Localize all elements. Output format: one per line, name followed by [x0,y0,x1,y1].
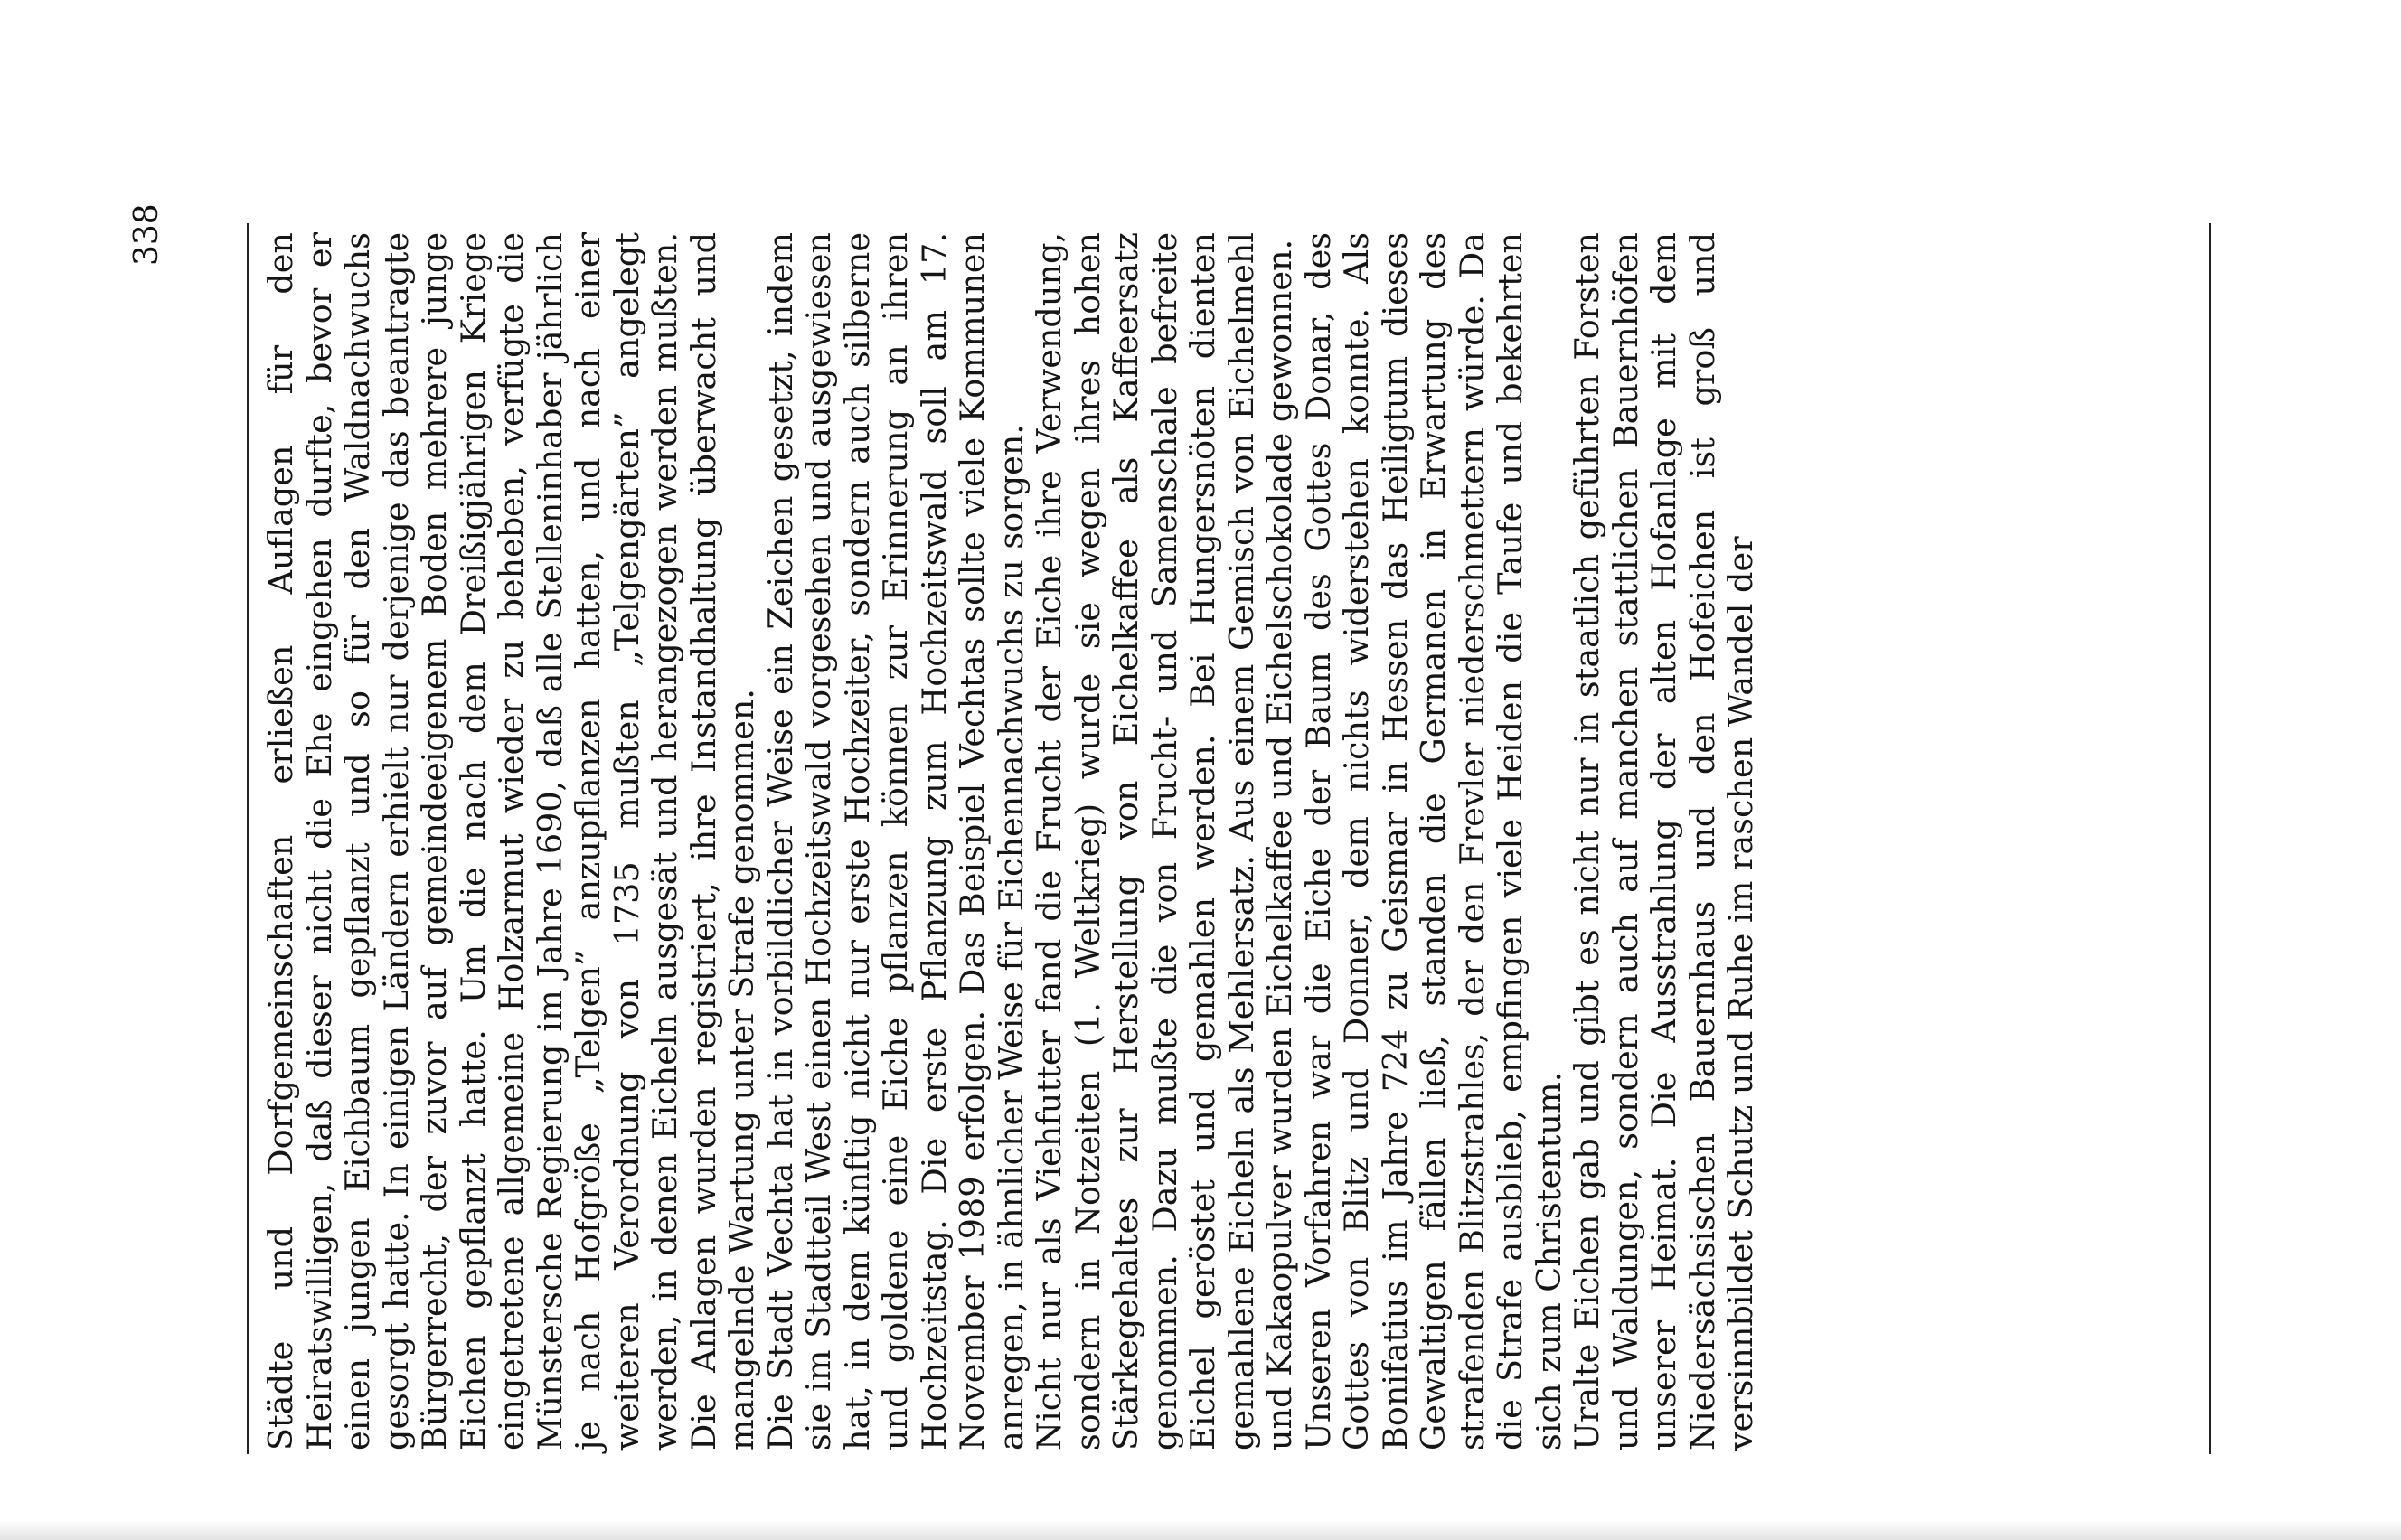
bottom-rule [247,223,249,1454]
paragraph-3: Nicht nur als Viehfutter fand die Frucht der Eiche ihre Verwendung, sondern in Notzeiten (1. Weltkrieg) wurde sie wegen ihres hohen Stärkegehaltes zur Herstellung von Eichelkaffee als Kaffeersatz genommen. Dazu mußte die von Frucht- und Samenschale befreite Eichel geröstet und gemahlen werden. Bei Hungersnöten dienten gemahlene Eicheln als Mehlersatz. Aus einem Gemisch von Eichelmehl und Kakaopulver wurden Eichelkaffee und Eichelschokolade gewonnen. [1030,232,1299,1451]
rotated-page [128,0,2401,1540]
paragraph-1: Städte und Dorfgemeinschaften erließen Auflagen für den Heiratswilligen, daß dieser nicht die Ehe eingehen durfte, bevor er einen jungen Eichbaum gepflanzt und so für den Waldnachwuchs gesorgt hatte. In einigen Ländern erhielt nur derjenige das beantragte Bürgerrecht, der zuvor auf gemeindeeigenem Boden mehrere junge Eichen gepflanzt hatte. Um die nach dem Dreißigjährigen Kriege eingetretene allgemeine Holzarmut wieder zu beheben, verfügte die Münstersche Regierung im Jahre 1690, daß alle Stelleninhaber jährlich je nach Hofgröße „Telgen” anzupflanzen hatten, und nach einer weiteren Verordnung von 1735 mußten „Telgengärten” angelegt werden, in denen Eicheln ausgesät und herangezogen werden mußten. Die Anlagen wurden registriert, ihre Instandhaltung überwacht und mangelnde Wartung unter Strafe genommen. [261,232,761,1451]
top-rule [2209,223,2211,1454]
paragraph-2: Die Stadt Vechta hat in vorbildlicher Weise ein Zeichen gesetzt, indem sie im Stadtteil West einen Hochzeitswald vorgesehen und ausgewiesen hat, in dem künftig nicht nur erste Hochzeiter, sondern auch silberne und goldene eine Eiche pflanzen können zur Erinnerung an ihren Hochzeitstag. Die erste Pflanzung zum Hochzeitswald soll am 17. November 1989 erfolgen. Das Beispiel Vechtas sollte viele Kommunen anregen, in ähnlicher Weise für Eichennachwuchs zu sorgen. [760,232,1031,1451]
paragraph-4: Unseren Vorfahren war die Eiche der Baum des Gottes Donar, des Gottes von Blitz und Donner, dem nichts widerstehen konnte. Als Bonifatius im Jahre 724 zu Geismar in Hessen das Heiligtum dieses Gewaltigen fällen ließ, standen die Germanen in Erwartung des strafenden Blitzstrahles, der den Frevler niederschmettern würde. Da die Strafe ausblieb, empfingen viele Heiden die Taufe und bekehrten sich zum Christentum. [1298,232,1568,1451]
scan-edge-shadow [0,1520,2401,1540]
paragraph-5: Uralte Eichen gab und gibt es nicht nur in staatlich geführten Forsten und Waldungen, sondern auch auf manchen stattlichen Bauernhöfen unserer Heimat. Die Ausstrahlung der alten Hofanlage mit dem Niedersächsischen Bauernhaus und den Hofeichen ist groß und versinnbildet Schutz und Ruhe im raschen Wandel der [1568,232,1760,1451]
page-number: 338 [128,203,165,266]
text-column [262,232,2197,1451]
